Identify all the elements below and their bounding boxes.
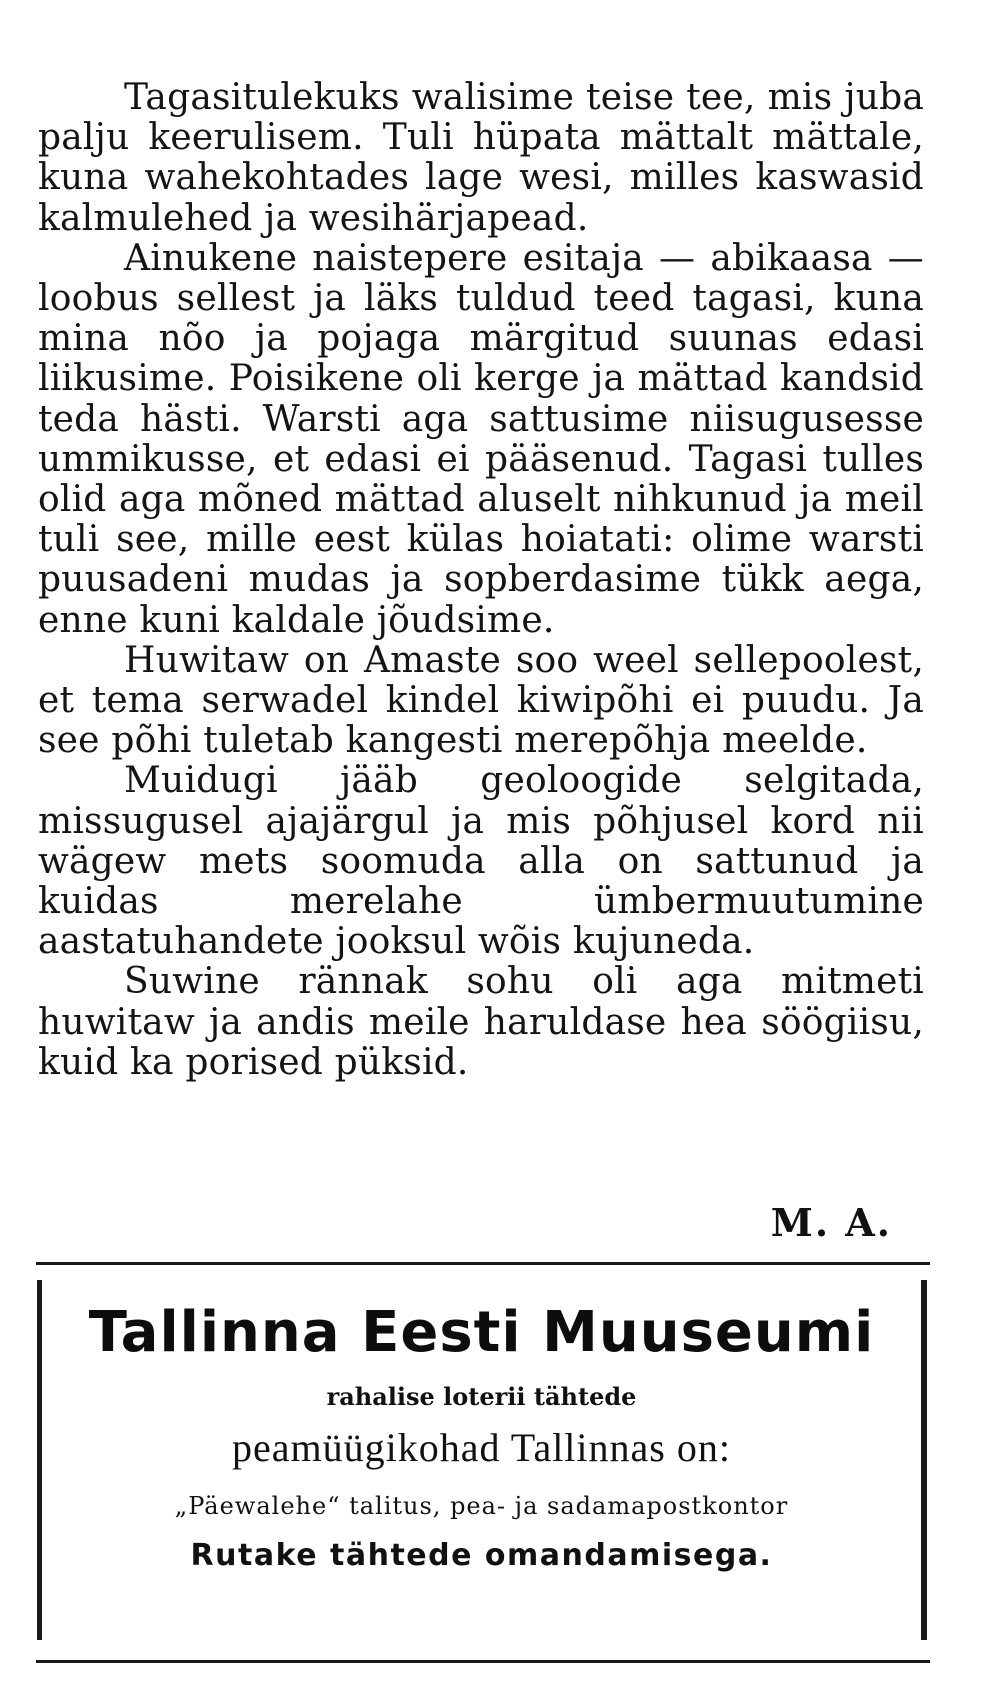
ad-locations: „Päewalehe“ talitus, pea- ja sadamapostkontor xyxy=(174,1492,789,1520)
article-paragraph-3: Huwitaw on Amaste soo weel sellepoolest, et tema serwadel kindel kiwipõhi ei puudu. Ja see põhi tuletab kangesti merepõhja meelde. xyxy=(38,639,924,762)
ad-call-to-action: Rutake tähtede omandamisega. xyxy=(190,1538,773,1573)
article-paragraph-1: Tagasitulekuks walisime teise tee, mis juba palju keerulisem. Tuli hüpata mättalt mättale, kuna wahekohtades lage wesi, milles kaswasid kalmulehed ja wesihärjapead. xyxy=(38,77,924,239)
advertisement-box xyxy=(37,1280,927,1640)
article-body xyxy=(38,78,924,1083)
article-paragraph-4: Muidugi jääb geoloogide selgitada, missugusel ajajärgul ja mis põhjusel kord nii wägew mets soomuda alla on sattunud ja kuidas merelahe ümbermuutumine aastatuhandete jooksul wõis kujuneda. xyxy=(38,760,924,963)
ad-title: Tallinna Eesti Muuseumi xyxy=(88,1300,875,1365)
ad-sales-points: peamüügikohad Tallinnas on: xyxy=(232,1425,731,1470)
divider-rule-top xyxy=(36,1262,930,1265)
ad-subtitle: rahalise loterii tähtede xyxy=(326,1382,637,1411)
divider-rule-bottom xyxy=(36,1660,930,1663)
article-paragraph-5: Suwine rännak sohu oli aga mitmeti huwitaw ja andis meile haruldase hea söögiisu, kuid ka porised püksid. xyxy=(38,961,924,1083)
article-paragraph-2: Ainukene naistepere esitaja — abikaasa — loobus sellest ja läks tuldud teed tagasi, kuna mina nõo ja pojaga märgitud suunas edasi liikusime. Poisikene oli kerge ja mättad kandsid teda hästi. Warsti aga sattusime niisugusesse ummikusse, et edasi ei pääsenud. Tagasi tulles olid aga mõned mättad aluselt nihkunud ja meil tuli see, mille eest külas hoiatati: olime warsti puusadeni mudas ja sopberdasime tükk aega, enne kuni kaldale jõudsime. xyxy=(38,237,924,641)
author-signature: M. A. xyxy=(770,1200,892,1245)
